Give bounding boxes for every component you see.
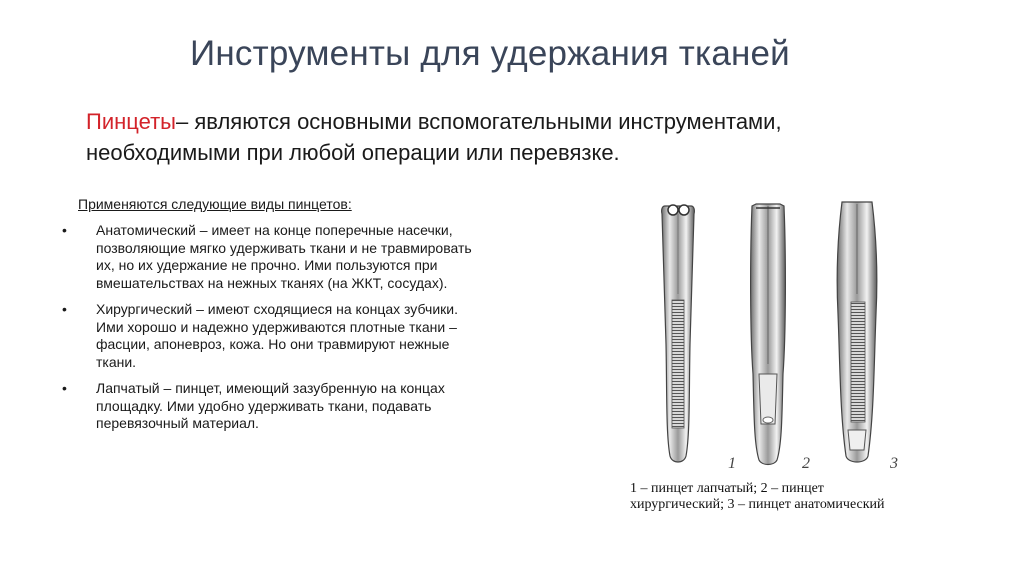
list-item-text: Лапчатый – пинцет, имеющий зазубренную на концах площадку. Ими удобно удерживать ткани, подавать перевязочный материал. xyxy=(96,380,445,431)
intro-highlight: Пинцеты xyxy=(86,109,176,134)
forceps-illustration xyxy=(632,194,922,484)
forceps-label-3: 3 xyxy=(890,455,898,472)
types-list xyxy=(62,222,482,442)
forceps-2-drawing xyxy=(751,204,786,465)
list-item xyxy=(62,301,482,371)
figure-caption: 1 – пинцет лапчатый; 2 – пинцет хирургический; 3 – пинцет анатомический xyxy=(630,481,885,512)
intro-text: – являются основными вспомогательными инструментами, необходимыми при любой операции или перевязке. xyxy=(86,109,782,165)
list-item-text: Хирургический – имеют сходящиеся на концах зубчики. Ими хорошо и надежно удерживаются плотные ткани – фасции, апоневроз, кожа. Но они травмируют нежные ткани. xyxy=(96,301,458,370)
bullet-icon: • xyxy=(62,301,67,317)
list-item-text: Анатомический – имеет на конце поперечные насечки, позволяющие мягко удерживать ткани и не травмировать их, но их удержание не прочно. Ими пользуются при вмешательствах на нежных тканях (на ЖКТ, сосудах). xyxy=(96,222,472,291)
slide-title: Инструменты для удержания тканей xyxy=(190,34,790,73)
forceps-3-drawing xyxy=(837,202,877,462)
bullet-icon: • xyxy=(62,222,67,238)
bullet-icon: • xyxy=(62,380,67,396)
forceps-1-drawing xyxy=(662,205,695,462)
list-item xyxy=(62,380,482,433)
forceps-label-1: 1 xyxy=(728,455,736,472)
intro-paragraph xyxy=(86,106,926,168)
forceps-label-2: 2 xyxy=(802,455,810,472)
list-item xyxy=(62,222,482,292)
types-subheading: Применяются следующие виды пинцетов: xyxy=(78,196,352,212)
